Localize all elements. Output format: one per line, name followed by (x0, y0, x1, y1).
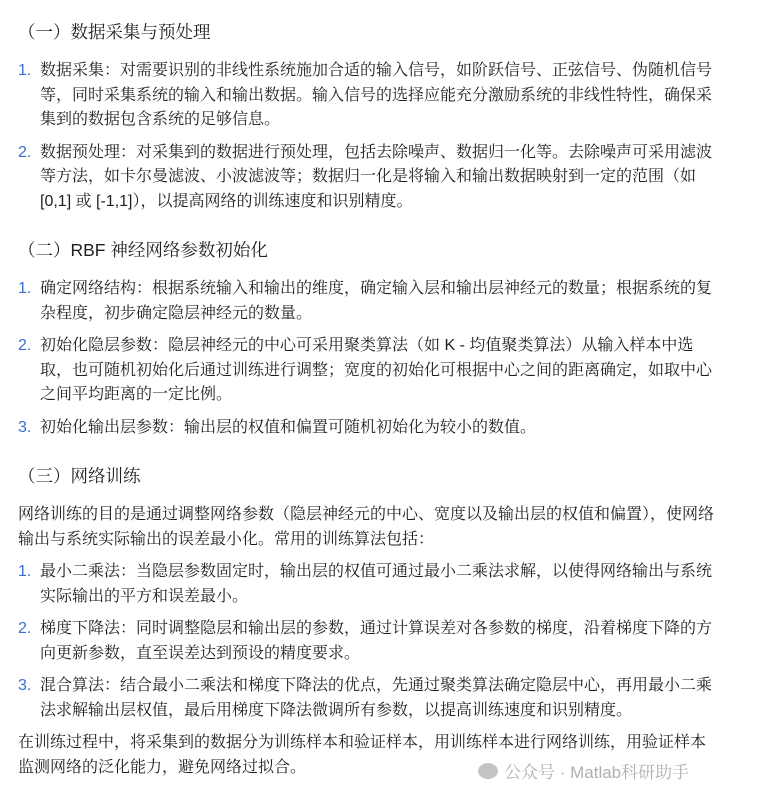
outro-paragraph: 在训练过程中，将采集到的数据分为训练样本和验证样本，用训练样本进行网络训练，用验证样本监测网络的泛化能力，避免网络过拟合。 (18, 734, 707, 776)
list-text: 初始化隐层参数：隐层神经元的中心可采用聚类算法（如 K - 均值聚类算法）从输入样本中选取，也可随机初始化后通过训练进行调整；宽度的初始化可根据中心之间的距离确定，如取中心之间平均距离的一定比例。 (40, 337, 713, 403)
list-number: 2. (18, 620, 32, 637)
list-text: 确定网络结构：根据系统输入和输出的维度，确定输入层和输出层神经元的数量；根据系统的复杂程度，初步确定隐层神经元的数量。 (40, 280, 713, 322)
section-heading: （一）数据采集与预处理 (18, 22, 211, 42)
list-item (18, 141, 718, 215)
list-text: 最小二乘法：当隐层参数固定时，输出层的权值可通过最小二乘法求解，以使得网络输出与系统实际输出的平方和误差最小。 (40, 563, 713, 605)
watermark-text: 公众号 · Matlab科研助手 (504, 763, 690, 782)
list-number: 3. (18, 677, 32, 694)
list-number: 1. (18, 280, 32, 297)
list-item (18, 416, 718, 441)
section-heading: （二）RBF 神经网络参数初始化 (18, 240, 268, 260)
list-item (18, 334, 718, 408)
list-item (18, 617, 718, 666)
list-item (18, 59, 718, 133)
list-text: 数据预处理：对采集到的数据进行预处理，包括去除噪声、数据归一化等。去除噪声可采用滤波等方法，如卡尔曼滤波、小波滤波等；数据归一化是将输入和输出数据映射到一定的范围（如 [0,1] 或 [-1,1]），以提高网络的训练速度和识别精度。 (40, 143, 713, 210)
list-item (18, 560, 718, 609)
section-training (18, 462, 718, 780)
document (18, 18, 718, 802)
section-data-collection (18, 18, 718, 214)
section-parameter-init (18, 236, 718, 440)
list-text: 梯度下降法：同时调整隐层和输出层的参数，通过计算误差对各参数的梯度，沿着梯度下降的方向更新参数，直至误差达到预设的精度要求。 (40, 620, 713, 662)
list-number: 1. (18, 62, 32, 79)
section-heading: （三）网络训练 (18, 466, 141, 486)
list-text: 初始化输出层参数：输出层的权值和偏置可随机初始化为较小的数值。 (40, 418, 537, 436)
watermark (478, 758, 689, 783)
list-number: 2. (18, 143, 32, 161)
wechat-icon (478, 763, 498, 779)
list-item (18, 674, 718, 723)
list-number: 1. (18, 563, 32, 580)
list-number: 3. (18, 418, 32, 436)
list-text: 数据采集：对需要识别的非线性系统施加合适的输入信号，如阶跃信号、正弦信号、伪随机信号等，同时采集系统的输入和输出数据。输入信号的选择应能充分激励系统的非线性特性，确保采集到的数据包含系统的足够信息。 (40, 62, 713, 128)
list-item (18, 277, 718, 326)
intro-paragraph: 网络训练的目的是通过调整网络参数（隐层神经元的中心、宽度以及输出层的权值和偏置），使网络输出与系统实际输出的误差最小化。常用的训练算法包括： (18, 506, 715, 548)
list-text: 混合算法：结合最小二乘法和梯度下降法的优点，先通过聚类算法确定隐层中心，再用最小二乘法求解输出层权值，最后用梯度下降法微调所有参数，以提高训练速度和识别精度。 (40, 677, 713, 719)
list-number: 2. (18, 337, 32, 354)
